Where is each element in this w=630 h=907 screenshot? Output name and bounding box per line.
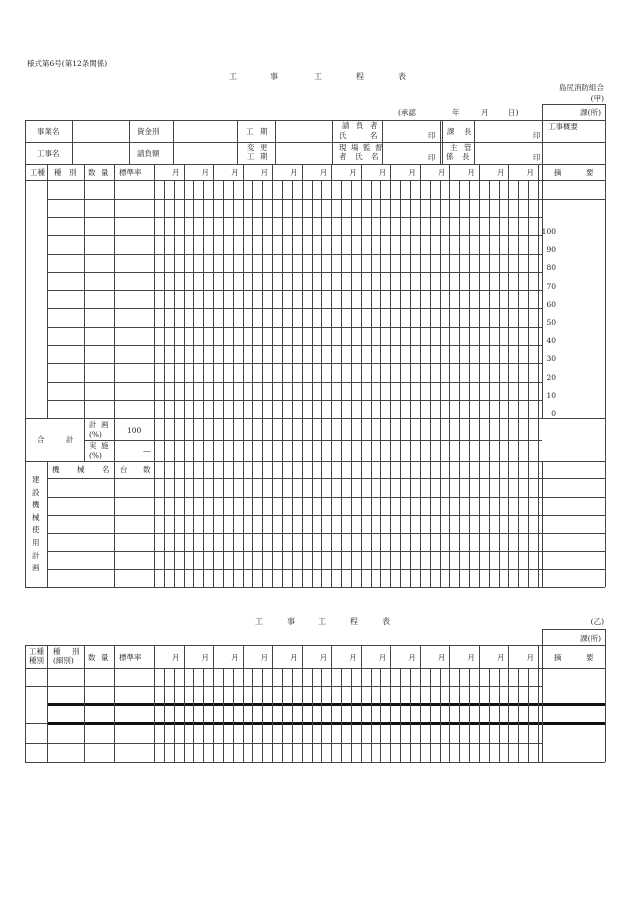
- supervisor-label: 場: [351, 143, 359, 152]
- grid-line: [114, 461, 115, 587]
- b-col-rate-label: 標準率: [119, 653, 142, 662]
- chief-label: 課: [447, 127, 455, 136]
- grid-line: [605, 104, 606, 120]
- seal-mark: 印: [428, 153, 436, 162]
- clerk-label: 管: [464, 143, 472, 152]
- month-divider: [184, 164, 185, 587]
- info-bottom: [25, 164, 605, 165]
- b-ten-day-line: [312, 668, 313, 762]
- grid-line: [542, 104, 543, 120]
- b-month-divider: [331, 645, 332, 762]
- col-qty-label: 量: [101, 168, 109, 177]
- month-divider: [390, 164, 391, 587]
- supervisor-name-label: 氏: [355, 152, 363, 161]
- b-month-label: 月: [260, 653, 269, 662]
- b-month-label: 月: [437, 653, 446, 662]
- actual-label: 実: [89, 441, 97, 450]
- b-month-divider: [243, 645, 244, 762]
- b-month-label: 月: [231, 653, 239, 662]
- form-number: 様式第6号(第12条関係): [27, 59, 108, 68]
- b-month-divider: [508, 645, 509, 762]
- percent-scale-label: 0: [551, 409, 556, 418]
- b-month-label: 月: [467, 653, 475, 662]
- grid-line: [382, 120, 383, 164]
- ten-day-line: [321, 180, 322, 587]
- equipment-vertical-label: 用: [32, 538, 40, 547]
- percent-scale-label: 20: [546, 372, 556, 382]
- b-col-category-label: (細別): [53, 656, 74, 665]
- ten-day-line: [233, 180, 234, 587]
- month-label: 月: [349, 168, 357, 177]
- period-label: 期: [260, 127, 268, 136]
- ten-day-line: [164, 180, 165, 587]
- section-label-a: 課(所): [580, 108, 601, 117]
- ten-day-line: [351, 180, 352, 587]
- b-ten-day-line: [203, 668, 204, 762]
- plan-label: 計: [89, 420, 97, 429]
- grid-line: [47, 164, 48, 418]
- equipment-vertical-label: 設: [32, 487, 40, 497]
- title-b-char: 事: [287, 617, 295, 626]
- col-category-label: 別: [69, 168, 77, 177]
- month-label: 月: [496, 168, 505, 177]
- schedule-row-line: [47, 327, 542, 328]
- b-month-label: 月: [290, 653, 298, 662]
- b-month-divider: [479, 645, 480, 762]
- b-col-type-label: 工種: [29, 647, 44, 656]
- grid-line: [25, 587, 605, 588]
- ten-day-line: [292, 180, 293, 587]
- grid-line: [275, 120, 276, 164]
- equipment-vertical-label: 計: [32, 550, 40, 560]
- approval-date: 日): [508, 108, 519, 117]
- change-period-label: 更: [260, 143, 268, 152]
- b-ten-day-line: [292, 668, 293, 762]
- seal-mark: 印: [533, 131, 541, 140]
- b-row-line: [25, 743, 542, 744]
- approval-date: (承認: [398, 108, 416, 117]
- b-ten-day-line: [489, 668, 490, 762]
- title-b-char: 程: [350, 617, 358, 626]
- ten-day-line: [518, 180, 519, 587]
- b-thick-line: [47, 703, 605, 706]
- b-ten-day-line: [430, 668, 431, 762]
- grid-line: [474, 120, 475, 164]
- title-char: 表: [398, 72, 406, 81]
- month-divider: [508, 164, 509, 587]
- schedule-row-line: [47, 400, 542, 401]
- grid-line: [25, 120, 26, 164]
- b-month-divider: [184, 645, 185, 762]
- ten-day-line: [193, 180, 194, 587]
- grid-line: [84, 164, 85, 461]
- month-label: 月: [408, 168, 416, 177]
- grid-line: [84, 645, 85, 762]
- b-month-divider: [449, 645, 450, 762]
- month-divider: [538, 164, 539, 587]
- grid-line: [25, 164, 26, 587]
- b-col-type-label: 種別: [29, 656, 44, 665]
- equipment-vertical-label: 機: [32, 500, 40, 510]
- ten-day-line: [262, 180, 263, 587]
- col-category-label: 種: [54, 168, 62, 177]
- ten-day-line: [400, 180, 401, 587]
- b-col-remarks-label: 摘: [554, 653, 562, 662]
- percent-scale-label: 90: [546, 245, 556, 255]
- schedule-row-line: [47, 180, 542, 181]
- grid-line: [542, 629, 543, 645]
- clerk-label: 係: [446, 152, 454, 161]
- b-month-divider: [390, 645, 391, 762]
- b-ten-day-line: [400, 668, 401, 762]
- b-ten-day-line: [164, 668, 165, 762]
- b-ten-day-line: [371, 668, 372, 762]
- info-mid: [25, 142, 605, 143]
- grid-line: [129, 120, 130, 164]
- equipment-name-label: 械: [77, 465, 85, 474]
- title-char: 事: [270, 72, 278, 81]
- plan-value: 100: [127, 426, 142, 435]
- grid-line: [154, 164, 155, 587]
- month-divider: [331, 164, 332, 587]
- ten-day-line: [469, 180, 470, 587]
- equipment-count-label: 台: [120, 465, 128, 474]
- month-label: 月: [172, 168, 180, 177]
- b-ten-day-line: [380, 668, 381, 762]
- month-divider: [213, 164, 214, 587]
- grid-line: [605, 120, 606, 164]
- month-divider: [420, 164, 421, 587]
- sheet-a-mark: (甲): [590, 94, 604, 103]
- approval-date: 年: [452, 108, 460, 117]
- grid-line: [542, 629, 605, 630]
- grid-line: [47, 461, 48, 587]
- ten-day-line: [410, 180, 411, 587]
- clerk-label: 長: [462, 152, 470, 161]
- change-period-label: 期: [260, 152, 268, 161]
- b-ten-day-line: [528, 668, 529, 762]
- grid-line: [332, 120, 333, 164]
- fund-type-label: 資金別: [137, 127, 160, 136]
- month-label: 月: [201, 168, 210, 177]
- b-ten-day-line: [174, 668, 175, 762]
- b-ten-day-line: [459, 668, 460, 762]
- ten-day-line: [312, 180, 313, 587]
- seal-mark: 印: [533, 153, 541, 162]
- equipment-name-label: 名: [102, 465, 110, 474]
- equipment-row-line: [47, 497, 605, 498]
- grid-line: [542, 120, 543, 164]
- col-remarks-label: 要: [586, 168, 594, 177]
- b-ten-day-line: [282, 668, 283, 762]
- percent-scale-label: 50: [546, 318, 556, 327]
- approval-date: 月: [481, 108, 489, 117]
- schedule-row-line: [47, 290, 542, 291]
- b-month-divider: [272, 645, 273, 762]
- contractor-name-label: 名: [370, 131, 378, 140]
- b-col-qty-label: 量: [101, 653, 109, 662]
- b-month-divider: [361, 645, 362, 762]
- equipment-count-label: 数: [143, 465, 151, 474]
- ten-day-line: [341, 180, 342, 587]
- month-divider: [243, 164, 244, 587]
- contractor-label: 負: [356, 121, 364, 130]
- grid-line: [25, 645, 26, 762]
- b-ten-day-line: [193, 668, 194, 762]
- b-month-divider: [420, 645, 421, 762]
- b-ten-day-line: [252, 668, 253, 762]
- ten-day-line: [223, 180, 224, 587]
- b-ten-day-line: [351, 668, 352, 762]
- b-ten-day-line: [233, 668, 234, 762]
- grid-line: [173, 120, 174, 164]
- equipment-row-line: [47, 569, 605, 570]
- b-ten-day-line: [469, 668, 470, 762]
- b-month-label: 月: [408, 653, 416, 662]
- b-month-divider: [302, 645, 303, 762]
- b-col-category-label: 別: [72, 647, 80, 656]
- grid-line: [84, 440, 542, 441]
- equipment-row-line: [47, 515, 605, 516]
- plan-label: (%): [89, 430, 102, 439]
- col-type-label: 工種: [30, 168, 45, 177]
- b-ten-day-line: [341, 668, 342, 762]
- equipment-vertical-label: 画: [32, 563, 40, 573]
- b-ten-day-line: [262, 668, 263, 762]
- schedule-row-line: [47, 363, 542, 364]
- title-b-char: 表: [382, 617, 390, 626]
- b-month-divider: [213, 645, 214, 762]
- month-label: 月: [467, 168, 475, 177]
- supervisor-name-label: 名: [371, 152, 379, 161]
- supervisor-label: 監: [363, 143, 371, 152]
- percent-scale-label: 60: [546, 299, 556, 309]
- percent-scale-label: 30: [546, 354, 556, 364]
- month-label: 月: [437, 168, 446, 177]
- grid-line: [440, 120, 441, 164]
- col-rate-label: 標準率: [119, 168, 142, 177]
- title-char: 工: [314, 72, 322, 81]
- supervisor-label: 督: [375, 143, 383, 152]
- plan-label: 画: [101, 420, 109, 429]
- sheet-b-mark: (乙): [590, 617, 604, 626]
- b-month-label: 月: [496, 653, 505, 662]
- title-b-char: 工: [255, 617, 263, 626]
- equipment-vertical-label: 械: [32, 512, 40, 522]
- remarks-line: [542, 418, 605, 419]
- grid-line: [542, 164, 543, 418]
- percent-scale-label: 10: [546, 390, 556, 400]
- change-period-label: 工: [247, 152, 255, 161]
- totals-label: 計: [66, 435, 74, 444]
- ten-day-line: [489, 180, 490, 587]
- grid-line: [542, 645, 543, 762]
- b-month-label: 月: [378, 653, 387, 662]
- percent-scale-label: 80: [546, 263, 556, 273]
- grid-line: [114, 645, 115, 762]
- equipment-row-line: [47, 461, 605, 462]
- b-month-label: 月: [319, 653, 328, 662]
- actual-label: 施: [101, 441, 109, 450]
- month-divider: [361, 164, 362, 587]
- b-month-divider: [538, 645, 539, 762]
- equipment-vertical-label: 使: [32, 525, 40, 535]
- grid-line: [25, 645, 605, 646]
- project-name-label: 事業名: [37, 127, 60, 136]
- title-b-char: 工: [318, 617, 326, 626]
- month-label: 月: [260, 168, 269, 177]
- work-name-label: 工事名: [37, 149, 60, 158]
- month-label: 月: [290, 168, 298, 177]
- contractor-label: 請: [342, 121, 350, 130]
- b-ten-day-line: [410, 668, 411, 762]
- ten-day-line: [174, 180, 175, 587]
- seal-mark: 印: [428, 131, 436, 140]
- percent-scale-label: 70: [546, 281, 556, 291]
- b-thick-line: [47, 722, 605, 725]
- month-label: 月: [526, 168, 534, 177]
- period-label: 工: [246, 127, 254, 136]
- totals-label: 合: [37, 435, 45, 444]
- grid-line: [442, 120, 443, 164]
- contract-amount-label: 請負額: [137, 149, 160, 158]
- schedule-row-line: [47, 345, 542, 346]
- ten-day-line: [371, 180, 372, 587]
- schedule-row-line: [47, 199, 542, 200]
- month-label: 月: [378, 168, 387, 177]
- grid-line: [25, 762, 605, 763]
- month-divider: [479, 164, 480, 587]
- work-summary-label: 工事概要: [548, 122, 578, 131]
- schedule-row-line: [47, 254, 542, 255]
- percent-scale-label: 100: [541, 227, 556, 236]
- info-top: [25, 120, 605, 121]
- b-col-category-label: 種: [53, 647, 61, 656]
- equipment-name-label: 機: [52, 465, 60, 474]
- b-month-label: 月: [172, 653, 180, 662]
- month-label: 月: [231, 168, 239, 177]
- month-divider: [302, 164, 303, 587]
- actual-value: —: [143, 446, 151, 455]
- change-period-label: 変: [247, 143, 255, 152]
- b-col-qty-label: 数: [88, 653, 96, 662]
- title-char: 程: [356, 72, 364, 81]
- actual-label: (%): [89, 451, 102, 460]
- grid-line: [72, 120, 73, 164]
- b-month-label: 月: [349, 653, 357, 662]
- ten-day-line: [499, 180, 500, 587]
- percent-scale-label: 40: [546, 336, 556, 346]
- contractor-name-label: 氏: [339, 131, 347, 140]
- ten-day-line: [430, 180, 431, 587]
- ten-day-line: [380, 180, 381, 587]
- chief-label: 長: [464, 127, 472, 136]
- supervisor-name-label: 者: [339, 152, 347, 161]
- clerk-label: 主: [450, 143, 458, 152]
- organization-name: 島尻消防組合: [559, 83, 604, 92]
- ten-day-line: [528, 180, 529, 587]
- grid-line: [154, 645, 155, 762]
- col-qty-label: 数: [88, 168, 96, 177]
- equipment-row-line: [47, 551, 605, 552]
- ten-day-line: [282, 180, 283, 587]
- remarks-line: [542, 199, 605, 200]
- schedule-row-line: [47, 382, 542, 383]
- grid-line: [605, 164, 606, 587]
- grid-line: [47, 645, 48, 762]
- equipment-row-line: [47, 478, 605, 479]
- schedule-row-line: [47, 308, 542, 309]
- ten-day-line: [203, 180, 204, 587]
- section-label-b: 課(所): [580, 634, 601, 643]
- ten-day-line: [252, 180, 253, 587]
- grid-line: [25, 418, 542, 419]
- contractor-label: 者: [370, 121, 378, 130]
- grid-line: [542, 104, 605, 105]
- grid-line: [114, 164, 115, 461]
- b-col-remarks-label: 要: [586, 653, 594, 662]
- b-row-line: [25, 686, 542, 687]
- schedule-row-line: [47, 217, 542, 218]
- month-divider: [272, 164, 273, 587]
- grid-line: [542, 461, 543, 587]
- b-ten-day-line: [321, 668, 322, 762]
- month-divider: [449, 164, 450, 587]
- grid-line: [237, 120, 238, 164]
- ten-day-line: [459, 180, 460, 587]
- col-remarks-label: 摘: [554, 168, 562, 177]
- grid-line: [605, 645, 606, 762]
- b-ten-day-line: [499, 668, 500, 762]
- b-ten-day-line: [440, 668, 441, 762]
- b-month-label: 月: [201, 653, 210, 662]
- b-ten-day-line: [518, 668, 519, 762]
- b-ten-day-line: [223, 668, 224, 762]
- schedule-row-line: [47, 235, 542, 236]
- equipment-row-line: [47, 533, 605, 534]
- supervisor-label: 現: [339, 143, 347, 152]
- ten-day-line: [440, 180, 441, 587]
- month-label: 月: [319, 168, 328, 177]
- b-month-label: 月: [526, 653, 534, 662]
- schedule-row-line: [47, 272, 542, 273]
- grid-line: [605, 629, 606, 645]
- title-char: 工: [229, 72, 237, 81]
- equipment-vertical-label: 建: [32, 475, 40, 484]
